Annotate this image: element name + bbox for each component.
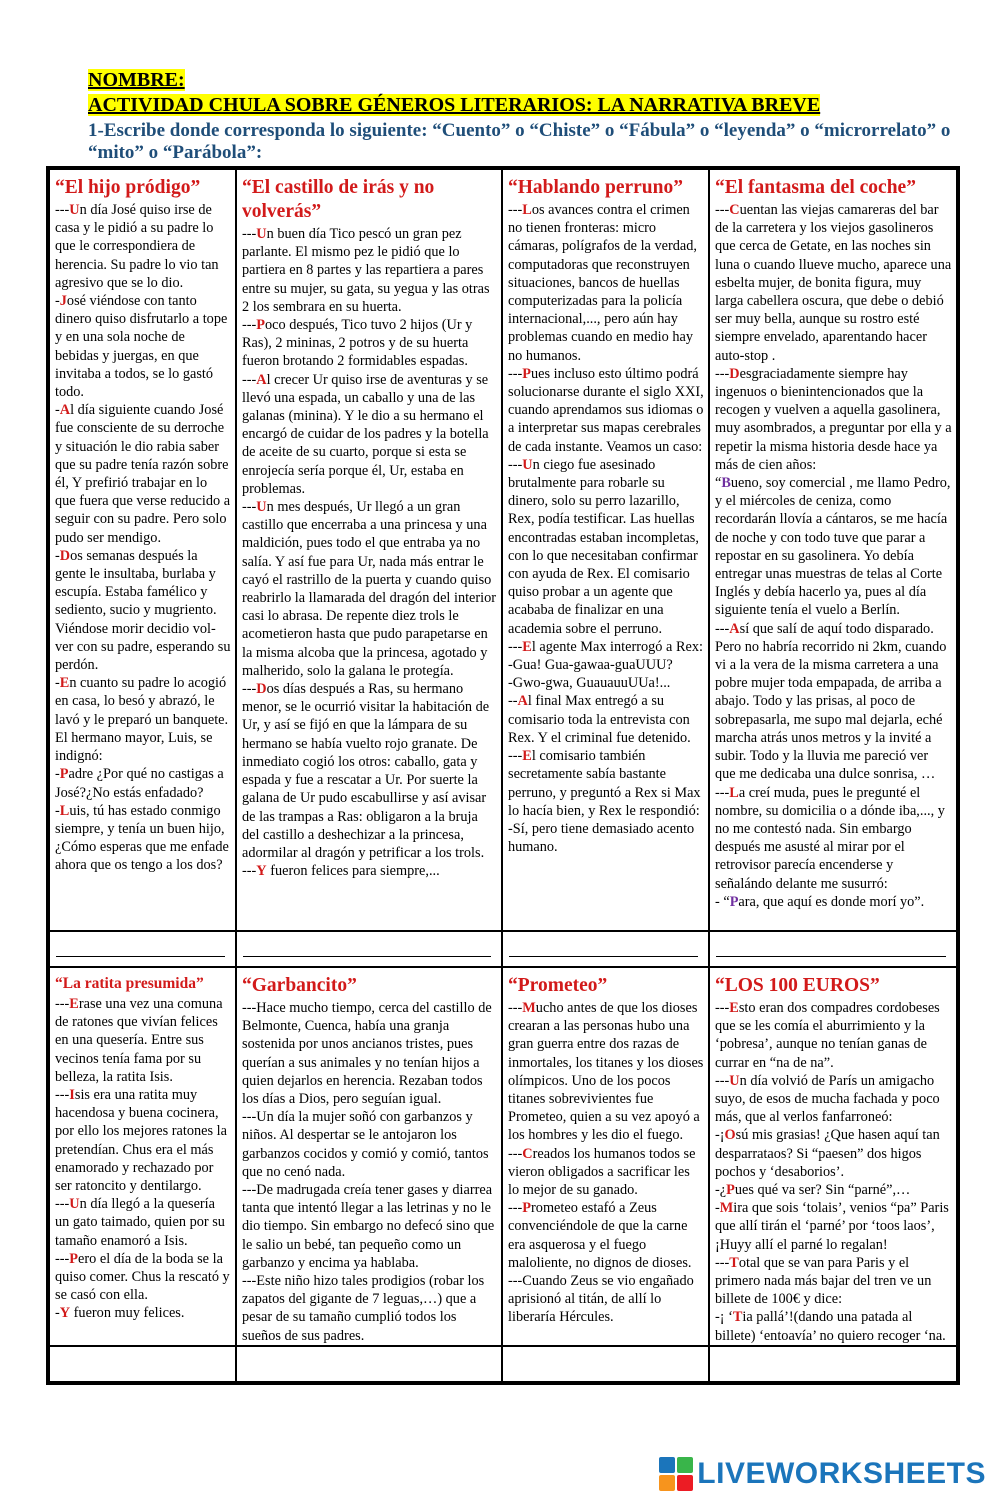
paragraph-prefix: - xyxy=(55,402,60,419)
story-paragraph xyxy=(55,765,231,801)
stories-table xyxy=(46,166,960,1385)
paragraph-text: l crecer Ur quiso irse de aventuras y se llevó una espada, un caballo y una de las galanas (minina). Y le dio a su hermano el encargó de cuidar de los padres y la botella de aceite de su cuarto, porque si esta se enrojecía sería porque él, Ur, estaba en problemas. xyxy=(242,371,489,497)
paragraph-text: Un día la mujer soñó con garbanzos y niños. Al despertar se le antojaron los garbanzos cocidos y comió y comió, tantos que no cenó nada. xyxy=(242,1109,489,1180)
paragraph-initial: D xyxy=(729,365,740,382)
story-paragraph xyxy=(242,371,497,498)
paragraph-text: sis era una ratita muy hacendosa y buena cocinera, por ello los mejores ratones la pretendían. Chus era el más enamorado y rechazado por ser ratoncito y dentilargo. xyxy=(55,1087,227,1195)
paragraph-text: os semanas después la gente le insultaba, burlaba y escupía. Estaba famélico y sediento, sucio y mugriento. Viéndose morir decidio vol-ver con su padre, esperando su perdón. xyxy=(55,547,231,674)
paragraph-prefix: - xyxy=(55,1305,60,1322)
story-paragraph xyxy=(508,999,704,1145)
story-paragraph xyxy=(715,1072,952,1127)
story-cell xyxy=(236,169,502,931)
answer-field[interactable] xyxy=(49,1346,236,1382)
paragraph-initial: U xyxy=(69,202,80,218)
paragraph-prefix: -- xyxy=(508,693,518,710)
story-paragraph xyxy=(55,547,231,674)
paragraph-text: n día llegó a la quesería un gato taimado, quien por su tamaño enamoró a Isis. xyxy=(55,1196,225,1249)
paragraph-initial: D xyxy=(256,681,267,698)
paragraph-prefix: --- xyxy=(55,1250,70,1267)
paragraph-prefix: --- xyxy=(242,1182,257,1199)
story-paragraph xyxy=(508,674,704,692)
story-paragraph xyxy=(55,401,231,547)
paragraph-initial: T xyxy=(729,1254,739,1271)
story-paragraph xyxy=(55,1250,231,1305)
paragraph-text: Hace mucho tiempo, cerca del castillo de Belmonte, Cuenca, había una granja sostenida por unos ancianos tristes, pues querían a sus animales y no tenían hijos a quien dejarlos en herencia. Rezaban todos los días a Dios, pero seguían igual. xyxy=(242,1000,492,1108)
paragraph-prefix: - xyxy=(55,547,60,564)
paragraph-text: ues incluso esto último podrá solucionarse durante el siglo XXI, cuando aprendamos sus idiomas o a interpretar sus mapas cerebrales de cada instante. Veamos un caso: xyxy=(508,365,704,455)
story-paragraph xyxy=(242,1181,497,1272)
paragraph-text: Cuando Zeus se vio engañado aprisionó al titán, de allí lo liberaría Hércules. xyxy=(508,1273,694,1326)
paragraph-prefix: - xyxy=(715,1200,720,1217)
story-paragraph xyxy=(242,1272,497,1345)
paragraph-prefix: --- xyxy=(242,317,257,334)
paragraph-text: n ciego fue asesinado brutalmente para robarle su dinero, solo su perro lazarillo, Rex, podía testificar. Las huellas encontradas estaban incompletas, con lo que necesitaban confirmar con ayuda de Rex. El comisario quiso probar a un agente que acababa de finalizar en una academia sobre el perruno. xyxy=(508,456,699,637)
paragraph-prefix: - “ xyxy=(715,893,730,910)
story-cell xyxy=(49,967,236,1346)
paragraph-initial: A xyxy=(256,371,267,388)
story-paragraph xyxy=(55,995,231,1086)
paragraph-prefix: - xyxy=(508,675,513,692)
liveworksheets-logo-icon xyxy=(659,1457,693,1491)
paragraph-text: l comisario también secretamente sabía bastante perruno, y preguntó a Rex si Max lo hacía bien, y Rex le respondió: xyxy=(508,748,701,819)
paragraph-prefix: --- xyxy=(508,365,523,382)
paragraph-prefix: --- xyxy=(508,1273,523,1290)
story-paragraph xyxy=(242,1108,497,1181)
stories-row-top xyxy=(49,169,957,931)
paragraph-initial: E xyxy=(522,748,532,765)
paragraph-initial: E xyxy=(522,638,532,655)
paragraph-text: otal que se van para Paris y el primero nada más bajar del tren ve un billete de 100€ y dice: xyxy=(715,1254,932,1308)
paragraph-text: sto eran dos compadres cordobeses que se les comía el aburrimiento y la ‘pobresa’, aunque no tenían ganas de currar en “na de na”. xyxy=(715,1000,940,1071)
story-title: “La ratita presumida” xyxy=(55,975,204,992)
paragraph-text: rase una vez una comuna de ratones que vivían felices en una quesería. Entre sus vecinos tenía fama por su belleza, la ratita Isis. xyxy=(55,996,223,1085)
paragraph-text: n cuanto su padre lo acogió en casa, lo besó y abrazó, le lavó y le preparó un banquete. El hermano mayor, Luis, se indignó: xyxy=(55,675,229,765)
story-cell xyxy=(502,169,709,931)
story-paragraph xyxy=(715,474,952,620)
paragraph-prefix: -¡ xyxy=(715,1127,725,1144)
story-title: “Hablando perruno” xyxy=(508,177,683,198)
paragraph-text: osé viéndose con tanto dinero quiso disfrutarlo a tope y en una sola noche de bebidas y juergas, en que invitaba a todos, se lo gastó todo. xyxy=(55,293,228,401)
paragraph-initial: U xyxy=(69,1196,80,1213)
story-paragraph xyxy=(242,862,497,880)
paragraph-text: l agente Max interrogó a Rex: xyxy=(531,638,703,655)
paragraph-prefix: --- xyxy=(715,365,730,382)
story-paragraph xyxy=(55,1304,231,1322)
stories-row-bottom xyxy=(49,967,957,1346)
paragraph-initial: M xyxy=(522,1000,536,1016)
story-paragraph xyxy=(508,1272,704,1327)
instruction-text: 1-Escribe donde corresponda lo siguiente: “Cuento” o “Chiste” o “Fábula” o “leyenda” o “microrrelato” o “mito” o “Parábola”: xyxy=(88,120,951,163)
paragraph-prefix: --- xyxy=(508,1145,523,1162)
paragraph-initial: P xyxy=(729,893,739,910)
answer-line xyxy=(509,956,698,957)
paragraph-initial: P xyxy=(69,1250,79,1267)
answer-line xyxy=(56,956,225,957)
paragraph-prefix: --- xyxy=(242,681,257,698)
paragraph-initial: A xyxy=(59,402,71,419)
story-paragraph xyxy=(715,1199,952,1254)
answer-row-top xyxy=(49,931,957,967)
paragraph-prefix: --- xyxy=(715,1072,730,1089)
paragraph-initial: A xyxy=(729,620,740,637)
paragraph-text: sí que salí de aquí todo disparado. Pero no habría recorrido ni 2km, cuando vi a la vera de la misma carretera a una pobre mujer toda empapada, de arriba a abajo. Todo y las prisas, al poco de sobrepasarla, me supo mal dejarla, eché marcha atrás unos metros y la invité a subir. Todo y la lluvia me pareció ver que me dedicaba una dulce sonrisa, … xyxy=(715,620,947,783)
story-title: “El hijo pródigo” xyxy=(55,177,201,198)
paragraph-initial: C xyxy=(729,202,740,218)
paragraph-prefix: --- xyxy=(242,371,257,388)
paragraph-text: n buen día Tico pescó un gran pez parlante. El mismo pez le pidió que lo partiera en 8 partes y las repartiera a pares entre su mujer, su gata, su yegua y las otras 2 los sembrara en su huerta. xyxy=(242,226,490,315)
answer-field[interactable] xyxy=(502,931,709,967)
story-paragraph xyxy=(242,316,497,371)
paragraph-prefix: -¡ ‘ xyxy=(715,1309,733,1326)
paragraph-initial: L xyxy=(522,202,532,218)
story-paragraph xyxy=(715,1126,952,1181)
paragraph-prefix: --- xyxy=(242,1273,257,1290)
paragraph-prefix: --- xyxy=(508,456,523,473)
paragraph-text: a creí muda, pues le pregunté el nombre, su domicilia o a dónde iba,..., y no me contestó nada. Sin embargo después me asusté al mirar por el retrovisor parecía encenderse y señalándo delante me susurró: xyxy=(715,784,945,892)
paragraph-initial: O xyxy=(724,1127,736,1144)
story-paragraph xyxy=(55,201,231,292)
paragraph-initial: Y xyxy=(256,863,267,880)
paragraph-prefix: --- xyxy=(508,638,523,655)
story-paragraph xyxy=(715,1254,952,1309)
liveworksheets-brand: LIVEWORKSHEETS xyxy=(697,1457,986,1490)
paragraph-prefix: - xyxy=(55,293,60,310)
paragraph-initial: U xyxy=(522,456,533,473)
paragraph-text: ueno, soy comercial , me llamo Pedro, y el miércoles de ceniza, como recordarán llovía a cántaros, se me hacía de noche y con todo tuve que parar a repostar en su gasolinera. Yo debía entregar unas muestras de telas al Corte Inglés y debía hacerlo ya, pues al día siguiente tenía el vuelo a Berlín. xyxy=(715,475,951,619)
paragraph-prefix: --- xyxy=(715,1000,730,1016)
story-paragraph xyxy=(508,365,704,456)
answer-field[interactable] xyxy=(709,1346,957,1382)
story-paragraph xyxy=(715,784,952,893)
story-title: “El castillo de irás y no volverás” xyxy=(242,177,435,222)
story-title: “El fantasma del coche” xyxy=(715,177,916,198)
paragraph-text: adre ¿Por qué no castigas a José?¿No estás enfadado? xyxy=(55,766,224,801)
paragraph-text: reados los humanos todos se vieron obligados a sacrificar les lo mejor de su ganado. xyxy=(508,1145,696,1199)
story-paragraph xyxy=(242,498,497,680)
story-paragraph xyxy=(508,820,704,856)
paragraph-initial: M xyxy=(719,1200,734,1217)
story-cell xyxy=(502,967,709,1346)
paragraph-initial: Y xyxy=(59,1305,71,1322)
story-cell xyxy=(709,967,957,1346)
story-paragraph xyxy=(715,1181,952,1199)
paragraph-text: n mes después, Ur llegó a un gran castillo que encerraba a una princesa y una maldición, pues todo el que entraba ya no salía. Y así fue para Ur, nada más entrar le cayó el rastrillo de la puerta y cuando quiso reabrirlo la llamarada del dragón del interior casi lo abrasa. De repente diez trols le acometieron hasta que pudo parapetarse en la misma alcoba que la princesa, agotado y malherido, solo la galana le protegía. xyxy=(242,499,497,679)
story-paragraph xyxy=(715,893,952,911)
paragraph-initial: T xyxy=(732,1309,743,1326)
paragraph-text: fueron felices para siempre,... xyxy=(266,863,440,880)
paragraph-initial: L xyxy=(59,802,70,819)
activity-title: ACTIVIDAD CHULA SOBRE GÉNEROS LITERARIOS: LA NARRATIVA BREVE xyxy=(88,94,821,116)
paragraph-initial: A xyxy=(517,693,528,710)
paragraph-prefix: --- xyxy=(55,1196,70,1213)
story-paragraph xyxy=(242,680,497,862)
story-paragraph xyxy=(242,225,497,316)
paragraph-text: Gwo-gwa, GuauauuUUa!... xyxy=(512,675,671,692)
story-paragraph xyxy=(242,999,497,1108)
paragraph-prefix: --- xyxy=(508,1000,523,1016)
paragraph-prefix: --- xyxy=(715,202,730,218)
story-title: “LOS 100 EUROS” xyxy=(715,975,880,996)
paragraph-prefix: --- xyxy=(242,1000,257,1016)
paragraph-initial: L xyxy=(729,784,739,801)
story-paragraph xyxy=(508,656,704,674)
answer-line xyxy=(716,956,946,957)
answer-field[interactable] xyxy=(709,931,957,967)
paragraph-text: uentan las viejas camareras del bar de la carretera y los viejos gasolineros que cerca de Getate, en las noches sin luna o cuando llueve mucho, aparece una esbelta mujer, de bonita figura, muy larga cabellera oscura, que debe o debió ser muy bella, aunque su rostro esté siempre envelado, aparentando hacer auto-stop . xyxy=(715,202,952,364)
paragraph-prefix: - xyxy=(55,766,60,783)
paragraph-text: l día siguiente cuando José fue consciente de su derroche y situación le dio rabia saber que su padre tenía razón sobre él, Y prefirió trabajar en lo que fuera que verse reducido a seguir con su padre. Pero solo pudo ser mendigo. xyxy=(55,402,231,546)
paragraph-text: esgraciadamente siempre hay ingenuos o bienintencionados que la recogen y vuelven a aquella gasolinera, muy asombrados, a preguntar por ella y a repetir la misma historia desde hace ya más de cien años: xyxy=(715,365,952,473)
story-paragraph xyxy=(508,692,704,747)
nombre-label: NOMBRE: xyxy=(88,69,185,91)
paragraph-text: ira que sois ‘tolais’, venios “pa” Paris que allí tirán el ‘parné’ por ‘toos laos’, ¡Huyy allí el parné lo regalan! xyxy=(715,1200,949,1253)
story-paragraph xyxy=(55,1086,231,1195)
paragraph-prefix: --- xyxy=(508,748,523,765)
paragraph-prefix: --- xyxy=(55,202,70,218)
answer-row-bottom xyxy=(49,1346,957,1382)
paragraph-initial: I xyxy=(69,1087,75,1104)
paragraph-prefix: - xyxy=(55,802,60,819)
paragraph-initial: B xyxy=(721,475,731,492)
paragraph-prefix: - xyxy=(508,657,513,674)
paragraph-prefix: - xyxy=(55,675,60,692)
paragraph-prefix: --- xyxy=(55,1087,70,1104)
paragraph-text: sú mis grasias! ¿Que hasen aquí tan desparrataos? Si “paesen” dos higos pochos y ‘desaborios’. xyxy=(715,1127,940,1180)
paragraph-prefix: --- xyxy=(508,1200,523,1217)
story-paragraph xyxy=(508,638,704,656)
paragraph-initial: U xyxy=(256,499,267,516)
paragraph-text: ues qué va ser? Sin “parné”,… xyxy=(734,1182,911,1199)
paragraph-initial: P xyxy=(522,1200,532,1217)
paragraph-initial: E xyxy=(729,1000,739,1016)
paragraph-initial: P xyxy=(726,1182,735,1199)
story-title: “Garbancito” xyxy=(242,975,357,996)
answer-line xyxy=(243,956,491,957)
paragraph-text: os avances contra el crimen no tienen fronteras: micro cámaras, polígrafos de la verdad, computadoras que reconstruyen situaciones, bancos de huellas computerizadas para la policía internacional,..., pero aún hay problemas cuando en medio hay no humanos. xyxy=(508,202,697,364)
paragraph-text: os días después a Ras, su hermano menor, se le ocurrió visitar la habitación de Ur, y así se fijó en que la lámpara de su hermano se había vuelto rojo granate. De inmediato cogió los otros: caballo, gata y espada y fue a rescatar a Ur. Por suerte la galana de Ur pudo escabullirse y así avisar de las trampas a Ras: obligaron a la bruja del castillo a deshechizar a la princesa, adormilar al dragón y petrificar a los trols. xyxy=(242,681,490,861)
story-paragraph xyxy=(55,674,231,765)
answer-field[interactable] xyxy=(49,931,236,967)
paragraph-prefix: --- xyxy=(242,863,257,880)
paragraph-initial: P xyxy=(256,317,266,334)
paragraph-prefix: --- xyxy=(242,226,257,242)
paragraph-initial: C xyxy=(522,1145,533,1162)
paragraph-text: n día José quiso irse de casa y le pidió a su padre lo que le correspondiera de herencia. Su padre lo vio tan agresivo que se lo dio. xyxy=(55,202,219,291)
paragraph-prefix: “ xyxy=(715,475,722,492)
story-paragraph xyxy=(55,802,231,875)
paragraph-text: oco después, Tico tuvo 2 hijos (Ur y Ras), 2 mininas, 2 potros y de su huerta fueron brotando 2 formidables espadas. xyxy=(242,317,473,370)
paragraph-initial: E xyxy=(69,996,79,1012)
story-paragraph xyxy=(715,201,952,365)
answer-field[interactable] xyxy=(502,1346,709,1382)
paragraph-text: ero el día de la boda se la quiso comer. Chus la rescató y se casó con ella. xyxy=(55,1250,230,1304)
story-paragraph xyxy=(715,999,952,1072)
story-paragraph xyxy=(508,456,704,638)
paragraph-text: fueron muy felices. xyxy=(70,1305,185,1322)
paragraph-text: ia pallá’!(dando una patada al billete) ‘entoavía’ no quiero recoger ‘na. xyxy=(715,1309,946,1344)
paragraph-initial: E xyxy=(59,675,70,692)
story-paragraph xyxy=(508,201,704,365)
story-paragraph xyxy=(55,1195,231,1250)
paragraph-prefix: -¿ xyxy=(715,1182,727,1199)
paragraph-initial: J xyxy=(59,293,67,310)
paragraph-text: ucho antes de que los dioses crearan a las personas hubo una gran guerra entre dos razas de inmortales, los titanes y los dioses olímpicos. Uno de los pocos titanes sobrevivientes fue Prometeo, quien a su vez apoyó a los hombres y les dio el fuego. xyxy=(508,1000,704,1144)
paragraph-prefix: --- xyxy=(715,1254,730,1271)
paragraph-initial: P xyxy=(522,365,532,382)
paragraph-prefix: - xyxy=(508,820,513,837)
paragraph-text: De madrugada creía tener gases y diarrea tanta que intentó llegar a las letrinas y no le dio tiempo. Sin embargo no defecó sino que le salio un bebé, tan pequeño como un garbanzo y encima ya hablaba. xyxy=(242,1182,495,1271)
paragraph-initial: U xyxy=(729,1072,740,1089)
paragraph-initial: U xyxy=(256,226,267,242)
story-paragraph xyxy=(508,1145,704,1200)
story-cell xyxy=(709,169,957,931)
paragraph-prefix: --- xyxy=(715,784,730,801)
story-paragraph xyxy=(55,292,231,401)
paragraph-prefix: --- xyxy=(242,499,257,516)
story-paragraph xyxy=(715,1308,952,1344)
paragraph-text: n día volvió de París un amigacho suyo, de esos de mucha fachada y poco más, que al verlos fanfarroneó: xyxy=(715,1072,940,1126)
worksheet-header xyxy=(88,68,968,164)
paragraph-text: Gua! Gua-gawaa-guaUUU? xyxy=(512,657,673,674)
story-paragraph xyxy=(508,747,704,820)
paragraph-text: l final Max entregó a su comisario toda la entrevista con Rex. Y el criminal fue detenido. xyxy=(508,693,691,746)
story-title: “Prometeo” xyxy=(508,975,608,996)
paragraph-text: rometeo estafó a Zeus convenciéndole de que la carne era asquerosa y el fuego maloliente, no dignos de dioses. xyxy=(508,1200,692,1271)
liveworksheets-footer xyxy=(659,1457,986,1491)
story-paragraph xyxy=(715,620,952,784)
paragraph-prefix: --- xyxy=(508,202,523,218)
paragraph-prefix: --- xyxy=(242,1109,257,1126)
story-paragraph xyxy=(715,365,952,474)
story-cell xyxy=(236,967,502,1346)
paragraph-initial: P xyxy=(59,766,69,783)
paragraph-text: uis, tú has estado conmigo siempre, y tenía un buen hijo, ¿Cómo esperas que me enfade ahora que os tengo a los dos? xyxy=(55,802,229,874)
paragraph-prefix: --- xyxy=(55,996,70,1012)
paragraph-text: Sí, pero tiene demasiado acento humano. xyxy=(508,820,695,856)
answer-field[interactable] xyxy=(236,931,502,967)
paragraph-text: ara, que aquí es donde morí yo”. xyxy=(738,893,925,910)
paragraph-initial: D xyxy=(59,547,71,564)
story-paragraph xyxy=(508,1199,704,1272)
paragraph-prefix: --- xyxy=(715,620,730,637)
story-cell xyxy=(49,169,236,931)
paragraph-text: Este niño hizo tales prodigios (robar los zapatos del gigante de 7 leguas,…) que a pesar de su tamaño cumplió todos los sueños de sus padres. xyxy=(242,1273,485,1344)
answer-field[interactable] xyxy=(236,1346,502,1382)
